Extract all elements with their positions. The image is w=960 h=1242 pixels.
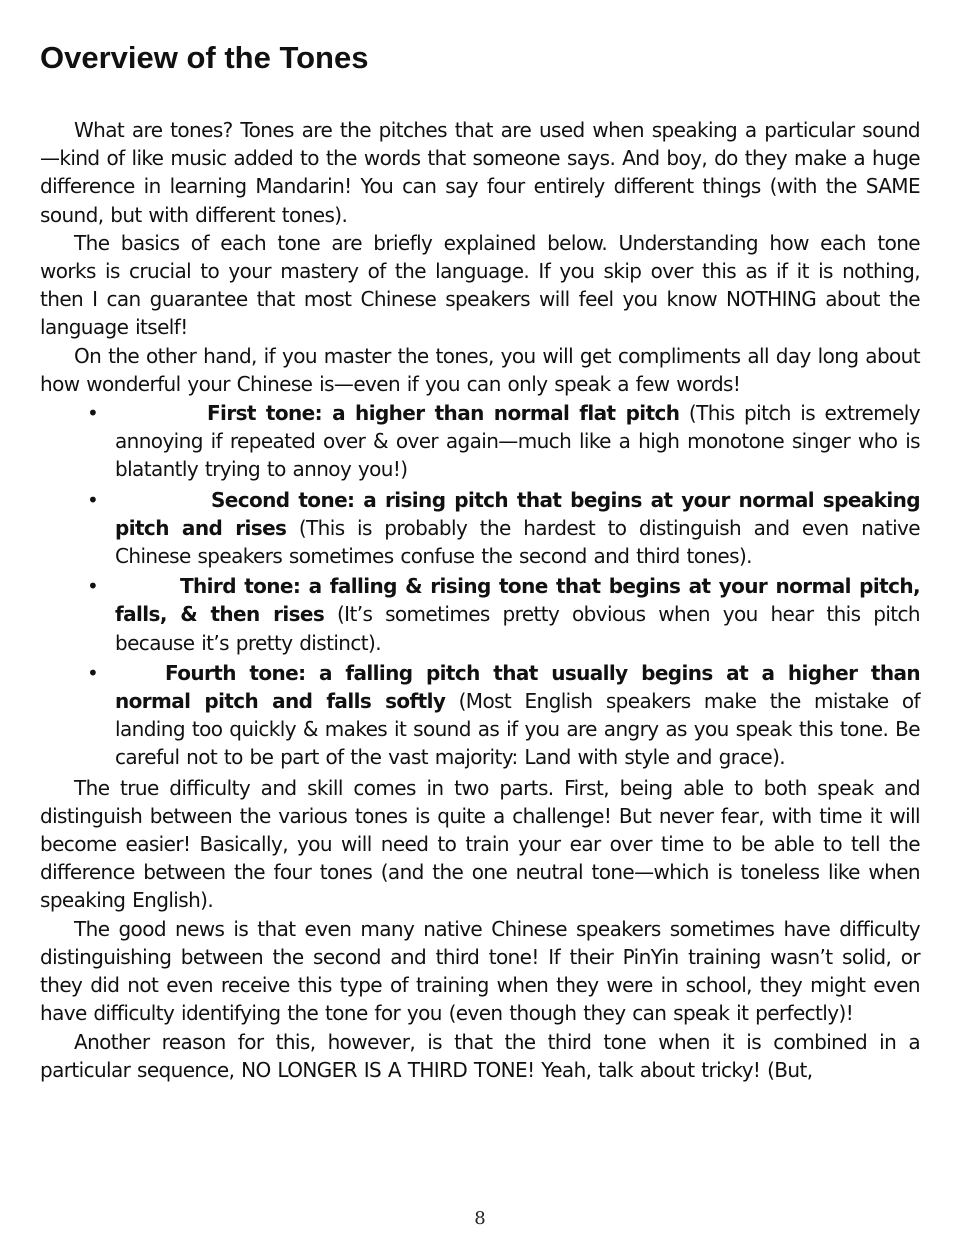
paragraph-what-are-tones: What are tones? Tones are the pitches that are used when speaking a particular sound—kind of like music added to the words that someone says. And boy, do they make a huge difference in learning Mandarin! You can say four entirely different things (with the SAME sound, but with different tones). [40,118,920,227]
tone-lead: Third tone: a falling & rising tone that begins at your normal pitch, falls, & then rises [115,574,920,627]
paragraph-other-hand: On the other hand, if you master the tones, you will get compliments all day long about how wonderful your Chinese is—even if you can only speak a few words! [40,343,920,396]
paragraph-good-news: The good news is that even many native Chinese speakers sometimes have difficulty distinguishing between the second and third tone! If their PinYin training wasn’t solid, or they did not even receive this type of training when they were in school, they might even have difficulty identifying the tone for you (even though they can speak it perfectly)! [40,916,920,1026]
bullet-icon: • [87,487,99,512]
list-item-first-tone [40,399,920,484]
page-number: 8 [474,1208,486,1229]
tone-lead: Fourth tone: a falling pitch that usually begins at a higher than normal pitch and falls softly [115,660,920,714]
tone-list [40,399,920,772]
body-text [40,116,920,1084]
list-item-second-tone [40,486,920,571]
page-content [40,38,920,1084]
tone-detail: (This is probably the hardest to distinguish and even native Chinese speakers sometimes confuse the second and third tones). [115,515,920,569]
bullet-icon: • [87,574,99,599]
list-item-third-tone [40,572,920,657]
tone-detail: (Most English speakers make the mistake of landing too quickly & makes it sound as if you are angry as you speak this tone. Be careful not to be part of the vast majority: Land with style and grace). [115,689,920,770]
bullet-icon: • [87,401,99,426]
page-title: Overview of the Tones [40,40,369,75]
tone-lead: Second tone: a rising pitch that begins at your normal speaking pitch and rises [115,487,920,540]
paragraph-another-reason: Another reason for this, however, is that the third tone when it is combined in a particular sequence, NO LONGER IS A THIRD TONE! Yeah, talk about tricky! (But, [40,1029,920,1082]
paragraph-true-difficulty: The true difficulty and skill comes in two parts. First, being able to both speak and distinguish between the various tones is quite a challenge! But never fear, with time it will become easier! Basically, you will need to train your ear over time to be able to tell the difference between the four tones (and the one neutral tone—which is toneless like when speaking English). [40,775,920,913]
tone-detail: (It’s sometimes pretty obvious when you hear this pitch because it’s pretty distinct). [115,602,920,655]
tone-detail: (This pitch is extremely annoying if repeated over & over again—much like a high monotone singer who is blatantly trying to annoy you!) [115,401,920,482]
tone-lead: First tone: a higher than normal flat pitch [207,401,680,426]
bullet-icon: • [87,660,99,685]
paragraph-basics: The basics of each tone are briefly explained below. Understanding how each tone works is crucial to your mastery of the language. If you skip over this as if it is nothing, then I can guarantee that most Chinese speakers will feel you know NOTHING about the language itself! [40,230,920,340]
list-item-fourth-tone [40,659,920,772]
